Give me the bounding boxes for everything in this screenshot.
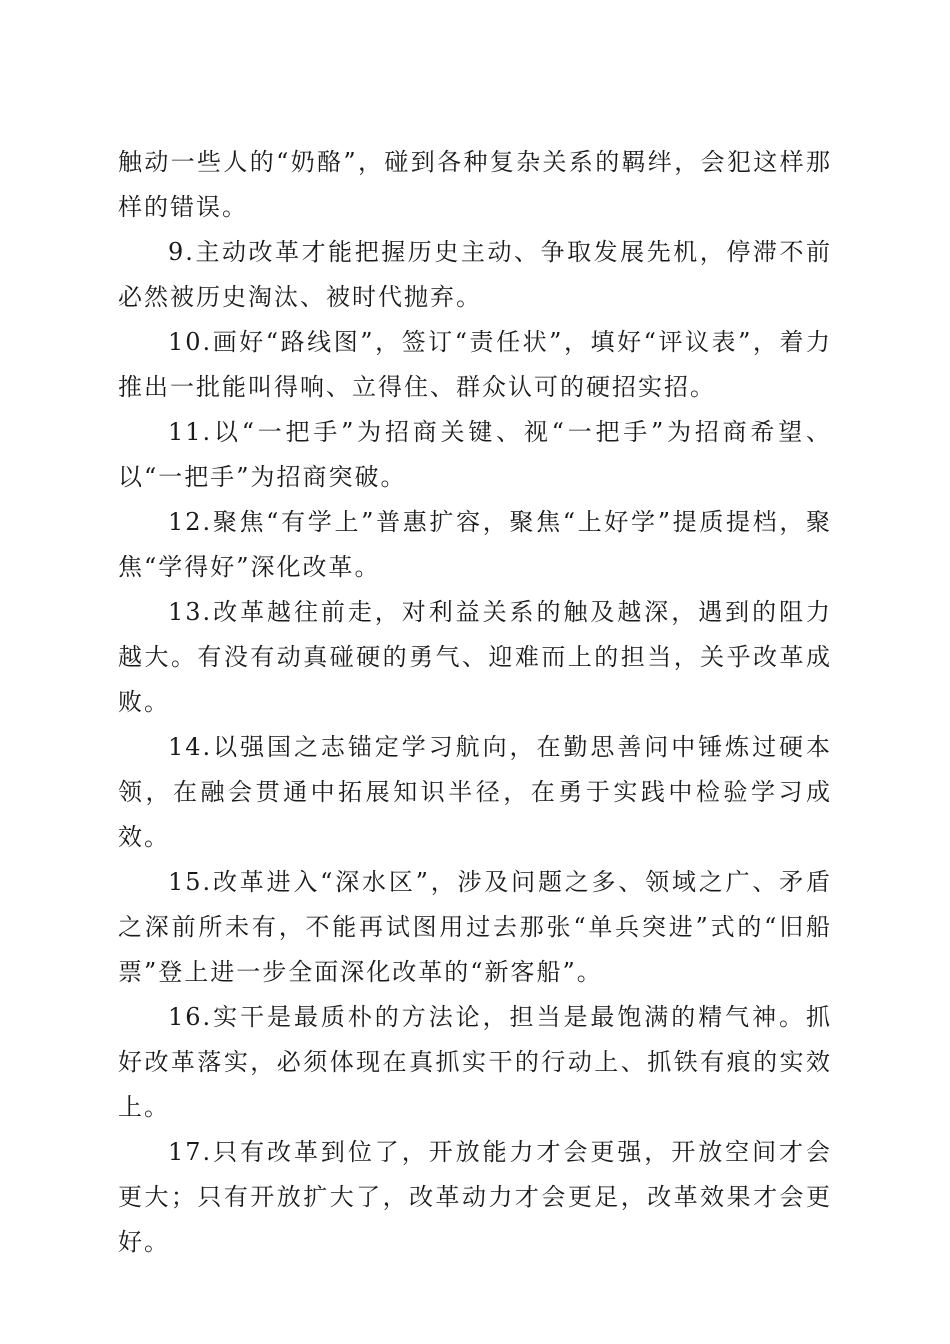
- paragraph-item-12: 12.聚焦“有学上”普惠扩容，聚焦“上好学”提质提档，聚焦“学得好”深化改革。: [118, 508, 832, 581]
- document-body: [118, 140, 832, 1265]
- paragraph-continuation: 触动一些人的“奶酪”，碰到各种复杂关系的羁绊，会犯这样那样的错误。: [118, 148, 832, 221]
- paragraph-item-17: 17.只有改革到位了，开放能力才会更强，开放空间才会更大；只有开放扩大了，改革动力才会更足，改革效果才会更好。: [118, 1138, 832, 1256]
- paragraph-item-11: 11.以“一把手”为招商关键、视“一把手”为招商希望、以“一把手”为招商突破。: [118, 418, 832, 491]
- paragraph-item-9: 9.主动改革才能把握历史主动、争取发展先机，停滞不前必然被历史淘汰、被时代抛弃。: [118, 238, 832, 311]
- paragraph-item-13: 13.改革越往前走，对利益关系的触及越深，遇到的阻力越大。有没有动真碰硬的勇气、迎难而上的担当，关乎改革成败。: [118, 598, 832, 716]
- paragraph-item-15: 15.改革进入“深水区”，涉及问题之多、领域之广、矛盾之深前所未有，不能再试图用过去那张“单兵突进”式的“旧船票”登上进一步全面深化改革的“新客船”。: [118, 868, 832, 986]
- paragraph-item-14: 14.以强国之志锚定学习航向，在勤思善问中锤炼过硬本领，在融会贯通中拓展知识半径，在勇于实践中检验学习成效。: [118, 733, 832, 851]
- paragraph-item-10: 10.画好“路线图”，签订“责任状”，填好“评议表”，着力推出一批能叫得响、立得住、群众认可的硬招实招。: [118, 328, 832, 401]
- paragraph-item-16: 16.实干是最质朴的方法论，担当是最饱满的精气神。抓好改革落实，必须体现在真抓实干的行动上、抓铁有痕的实效上。: [118, 1003, 832, 1121]
